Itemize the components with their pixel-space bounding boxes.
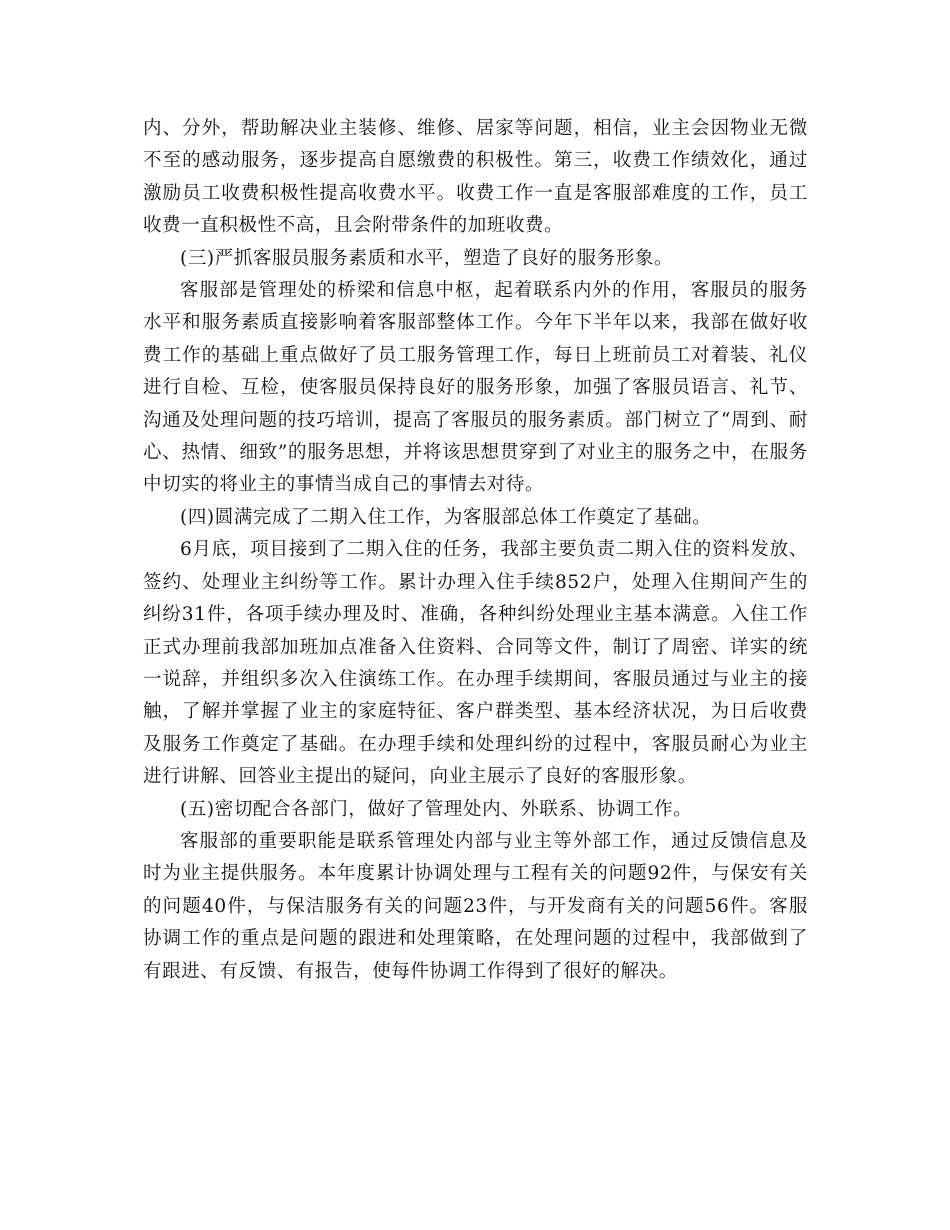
section-heading-5: (五)密切配合各部门，做好了管理处内、外联系、协调工作。 — [180, 798, 693, 820]
paragraph-phase-two-move-in: 6月底，项目接到了二期入住的任务，我部主要负责二期入住的资料发放、签约、处理业主纠纷等工作。累计办理入住手续852户，处理入住期间产生的纠纷31件，各项手续办理及时、准确，各种纠纷处理业主基本满意。入住工作正式办理前我部加班加点准备入住资料、合同等文件，制订了周密、详实的统一说辞，并组织多次入住演练工作。在办理手续期间，客服员通过与业主的接触，了解并掌握了业主的家庭特征、客户群类型、基本经济状况，为日后收费及服务工作奠定了基础。在办理手续和处理纠纷的过程中，客服员耐心为业主进行讲解、回答业主提出的疑问，向业主展示了良好的客服形象。 — [143, 539, 808, 788]
document-page — [143, 113, 808, 988]
paragraph-service-quality: 客服部是管理处的桥梁和信息中枢，起着联系内外的作用，客服员的服务水平和服务素质直接影响着客服部整体工作。今年下半年以来，我部在做好收费工作的基础上重点做好了员工服务管理工作，每日上班前员工对着装、礼仪进行自检、互检，使客服员保持良好的服务形象，加强了客服员语言、礼节、沟通及处理问题的技巧培训，提高了客服员的服务素质。部门树立了“周到、耐心、热情、细致”的服务思想，并将该思想贯穿到了对业主的服务之中，在服务中切实的将业主的事情当成自己的事情去对待。 — [143, 280, 808, 496]
paragraph-continuation: 内、分外，帮助解决业主装修、维修、居家等问题，相信，业主会因物业无微不至的感动服务，逐步提高自愿缴费的积极性。第三，收费工作绩效化，通过激励员工收费积极性提高收费水平。收费工作一直是客服部难度的工作，员工收费一直积极性不高，且会附带条件的加班收费。 — [143, 118, 808, 237]
paragraph-coordination: 客服部的重要职能是联系管理处内部与业主等外部工作，通过反馈信息及时为业主提供服务。本年度累计协调处理与工程有关的问题92件，与保安有关的问题40件，与保洁服务有关的问题23件，与开发商有关的问题56件。客服协调工作的重点是问题的跟进和处理策略，在处理问题的过程中，我部做到了有跟进、有反馈、有报告，使每件协调工作得到了很好的解决。 — [143, 830, 808, 982]
section-heading-3: (三)严抓客服员服务素质和水平，塑造了良好的服务形象。 — [180, 247, 674, 269]
section-heading-4: (四)圆满完成了二期入住工作，为客服部总体工作奠定了基础。 — [180, 506, 712, 528]
